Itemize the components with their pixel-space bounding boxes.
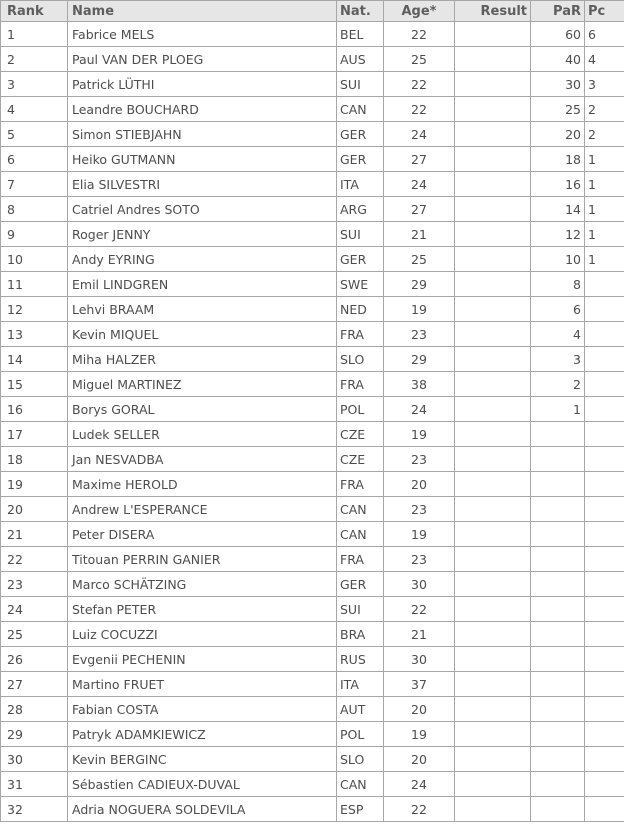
nat-cell: NED bbox=[337, 297, 384, 322]
rank-cell: 5 bbox=[1, 122, 68, 147]
pc-cell bbox=[585, 322, 624, 347]
rank-cell: 22 bbox=[1, 547, 68, 572]
table-row bbox=[1, 522, 624, 547]
par-cell: 60 bbox=[531, 22, 585, 47]
nat-cell: CZE bbox=[337, 422, 384, 447]
age-cell: 30 bbox=[384, 572, 455, 597]
table-row bbox=[1, 422, 624, 447]
header-row bbox=[1, 1, 624, 22]
age-cell: 21 bbox=[384, 622, 455, 647]
name-cell[interactable]: Marco SCHÄTZING bbox=[68, 572, 337, 597]
result-cell bbox=[455, 297, 531, 322]
par-cell: 6 bbox=[531, 297, 585, 322]
nat-cell: FRA bbox=[337, 322, 384, 347]
nat-cell: SWE bbox=[337, 272, 384, 297]
name-cell[interactable]: Heiko GUTMANN bbox=[68, 147, 337, 172]
rank-cell: 2 bbox=[1, 47, 68, 72]
pc-cell: 1 bbox=[585, 172, 624, 197]
nat-cell: ARG bbox=[337, 197, 384, 222]
par-cell: 10 bbox=[531, 247, 585, 272]
column-header-age[interactable]: Age* bbox=[384, 1, 455, 22]
age-cell: 22 bbox=[384, 97, 455, 122]
table-row bbox=[1, 447, 624, 472]
name-cell[interactable]: Evgenii PECHENIN bbox=[68, 647, 337, 672]
pc-cell: 2 bbox=[585, 122, 624, 147]
pc-cell bbox=[585, 647, 624, 672]
par-cell bbox=[531, 747, 585, 772]
nat-cell: CZE bbox=[337, 447, 384, 472]
age-cell: 22 bbox=[384, 22, 455, 47]
nat-cell: FRA bbox=[337, 472, 384, 497]
nat-cell: SUI bbox=[337, 72, 384, 97]
rank-cell: 21 bbox=[1, 522, 68, 547]
result-cell bbox=[455, 622, 531, 647]
age-cell: 23 bbox=[384, 547, 455, 572]
table-row bbox=[1, 572, 624, 597]
pc-cell bbox=[585, 797, 624, 822]
pc-cell bbox=[585, 447, 624, 472]
age-cell: 24 bbox=[384, 122, 455, 147]
pc-cell: 1 bbox=[585, 222, 624, 247]
name-cell[interactable]: Fabian COSTA bbox=[68, 697, 337, 722]
table-row bbox=[1, 647, 624, 672]
pc-cell bbox=[585, 297, 624, 322]
par-cell: 1 bbox=[531, 397, 585, 422]
pc-cell: 1 bbox=[585, 197, 624, 222]
par-cell: 3 bbox=[531, 347, 585, 372]
name-cell[interactable]: Lehvi BRAAM bbox=[68, 297, 337, 322]
nat-cell: AUS bbox=[337, 47, 384, 72]
age-cell: 37 bbox=[384, 672, 455, 697]
par-cell bbox=[531, 472, 585, 497]
par-cell bbox=[531, 497, 585, 522]
age-cell: 19 bbox=[384, 422, 455, 447]
nat-cell: CAN bbox=[337, 97, 384, 122]
table-row bbox=[1, 622, 624, 647]
nat-cell: RUS bbox=[337, 647, 384, 672]
table-row bbox=[1, 722, 624, 747]
nat-cell: FRA bbox=[337, 547, 384, 572]
par-cell: 40 bbox=[531, 47, 585, 72]
pc-cell bbox=[585, 472, 624, 497]
par-cell bbox=[531, 697, 585, 722]
table-row bbox=[1, 597, 624, 622]
rank-cell: 27 bbox=[1, 672, 68, 697]
par-cell bbox=[531, 572, 585, 597]
age-cell: 22 bbox=[384, 72, 455, 97]
pc-cell: 6 bbox=[585, 22, 624, 47]
age-cell: 29 bbox=[384, 272, 455, 297]
result-cell bbox=[455, 172, 531, 197]
name-cell[interactable]: Miha HALZER bbox=[68, 347, 337, 372]
rank-cell: 26 bbox=[1, 647, 68, 672]
rank-cell: 1 bbox=[1, 22, 68, 47]
pc-cell bbox=[585, 597, 624, 622]
nat-cell: GER bbox=[337, 572, 384, 597]
nat-cell: ITA bbox=[337, 672, 384, 697]
rank-cell: 6 bbox=[1, 147, 68, 172]
age-cell: 19 bbox=[384, 522, 455, 547]
par-cell: 8 bbox=[531, 272, 585, 297]
par-cell: 2 bbox=[531, 372, 585, 397]
table-row bbox=[1, 222, 624, 247]
rank-cell: 12 bbox=[1, 297, 68, 322]
result-cell bbox=[455, 372, 531, 397]
name-cell[interactable]: Borys GORAL bbox=[68, 397, 337, 422]
par-cell: 18 bbox=[531, 147, 585, 172]
name-cell[interactable]: Adria NOGUERA SOLDEVILA bbox=[68, 797, 337, 822]
table-row bbox=[1, 547, 624, 572]
rank-cell: 10 bbox=[1, 247, 68, 272]
table-row bbox=[1, 247, 624, 272]
nat-cell: SLO bbox=[337, 747, 384, 772]
pc-cell bbox=[585, 347, 624, 372]
rank-cell: 18 bbox=[1, 447, 68, 472]
result-cell bbox=[455, 597, 531, 622]
name-cell[interactable]: Peter DISERA bbox=[68, 522, 337, 547]
column-header-result[interactable]: Result bbox=[455, 1, 531, 22]
pc-cell bbox=[585, 272, 624, 297]
rank-cell: 3 bbox=[1, 72, 68, 97]
nat-cell: GER bbox=[337, 247, 384, 272]
rank-cell: 30 bbox=[1, 747, 68, 772]
result-cell bbox=[455, 97, 531, 122]
nat-cell: FRA bbox=[337, 372, 384, 397]
age-cell: 21 bbox=[384, 222, 455, 247]
result-cell bbox=[455, 572, 531, 597]
pc-cell: 1 bbox=[585, 147, 624, 172]
result-cell bbox=[455, 672, 531, 697]
par-cell bbox=[531, 447, 585, 472]
age-cell: 23 bbox=[384, 497, 455, 522]
par-cell bbox=[531, 522, 585, 547]
table-header bbox=[1, 1, 624, 22]
result-cell bbox=[455, 447, 531, 472]
pc-cell: 4 bbox=[585, 47, 624, 72]
result-cell bbox=[455, 797, 531, 822]
par-cell bbox=[531, 722, 585, 747]
table-row bbox=[1, 172, 624, 197]
name-cell[interactable]: Simon STIEBJAHN bbox=[68, 122, 337, 147]
nat-cell: POL bbox=[337, 722, 384, 747]
name-cell[interactable]: Luiz COCUZZI bbox=[68, 622, 337, 647]
name-cell[interactable]: Andy EYRING bbox=[68, 247, 337, 272]
result-cell bbox=[455, 47, 531, 72]
name-cell[interactable]: Patrick LÜTHI bbox=[68, 72, 337, 97]
table-row bbox=[1, 72, 624, 97]
age-cell: 27 bbox=[384, 197, 455, 222]
age-cell: 38 bbox=[384, 372, 455, 397]
pc-cell bbox=[585, 497, 624, 522]
age-cell: 23 bbox=[384, 322, 455, 347]
rank-cell: 8 bbox=[1, 197, 68, 222]
rank-cell: 17 bbox=[1, 422, 68, 447]
rank-cell: 19 bbox=[1, 472, 68, 497]
column-header-pc[interactable]: Pc bbox=[585, 1, 624, 22]
par-cell: 12 bbox=[531, 222, 585, 247]
name-cell[interactable]: Sébastien CADIEUX-DUVAL bbox=[68, 772, 337, 797]
result-cell bbox=[455, 222, 531, 247]
nat-cell: SLO bbox=[337, 347, 384, 372]
pc-cell bbox=[585, 572, 624, 597]
par-cell bbox=[531, 597, 585, 622]
rank-cell: 20 bbox=[1, 497, 68, 522]
column-header-nat[interactable]: Nat. bbox=[337, 1, 384, 22]
table-row bbox=[1, 397, 624, 422]
result-cell bbox=[455, 22, 531, 47]
result-cell bbox=[455, 322, 531, 347]
result-cell bbox=[455, 422, 531, 447]
result-cell bbox=[455, 247, 531, 272]
nat-cell: GER bbox=[337, 147, 384, 172]
par-cell: 25 bbox=[531, 97, 585, 122]
nat-cell: POL bbox=[337, 397, 384, 422]
par-cell bbox=[531, 647, 585, 672]
name-cell[interactable]: Martino FRUET bbox=[68, 672, 337, 697]
result-cell bbox=[455, 647, 531, 672]
result-cell bbox=[455, 522, 531, 547]
nat-cell: SUI bbox=[337, 597, 384, 622]
name-cell[interactable]: Fabrice MELS bbox=[68, 22, 337, 47]
age-cell: 25 bbox=[384, 247, 455, 272]
result-cell bbox=[455, 397, 531, 422]
table-row bbox=[1, 47, 624, 72]
result-cell bbox=[455, 72, 531, 97]
par-cell: 30 bbox=[531, 72, 585, 97]
age-cell: 20 bbox=[384, 472, 455, 497]
pc-cell: 1 bbox=[585, 247, 624, 272]
rank-cell: 14 bbox=[1, 347, 68, 372]
nat-cell: AUT bbox=[337, 697, 384, 722]
result-cell bbox=[455, 747, 531, 772]
table-row bbox=[1, 672, 624, 697]
age-cell: 22 bbox=[384, 597, 455, 622]
nat-cell: CAN bbox=[337, 497, 384, 522]
par-cell: 16 bbox=[531, 172, 585, 197]
pc-cell bbox=[585, 622, 624, 647]
age-cell: 20 bbox=[384, 697, 455, 722]
age-cell: 29 bbox=[384, 347, 455, 372]
table-row bbox=[1, 347, 624, 372]
nat-cell: BRA bbox=[337, 622, 384, 647]
rank-cell: 25 bbox=[1, 622, 68, 647]
rank-cell: 16 bbox=[1, 397, 68, 422]
pc-cell bbox=[585, 722, 624, 747]
age-cell: 23 bbox=[384, 447, 455, 472]
pc-cell bbox=[585, 422, 624, 447]
table-row bbox=[1, 472, 624, 497]
name-cell[interactable]: Leandre BOUCHARD bbox=[68, 97, 337, 122]
name-cell[interactable]: Ludek SELLER bbox=[68, 422, 337, 447]
result-cell bbox=[455, 147, 531, 172]
name-cell[interactable]: Kevin BERGINC bbox=[68, 747, 337, 772]
par-cell: 14 bbox=[531, 197, 585, 222]
rank-cell: 7 bbox=[1, 172, 68, 197]
nat-cell: CAN bbox=[337, 772, 384, 797]
pc-cell bbox=[585, 397, 624, 422]
rank-cell: 29 bbox=[1, 722, 68, 747]
result-cell bbox=[455, 772, 531, 797]
name-cell[interactable]: Paul VAN DER PLOEG bbox=[68, 47, 337, 72]
age-cell: 20 bbox=[384, 747, 455, 772]
rank-cell: 15 bbox=[1, 372, 68, 397]
nat-cell: BEL bbox=[337, 22, 384, 47]
table-row bbox=[1, 772, 624, 797]
par-cell bbox=[531, 622, 585, 647]
par-cell: 4 bbox=[531, 322, 585, 347]
name-cell[interactable]: Roger JENNY bbox=[68, 222, 337, 247]
table-row bbox=[1, 372, 624, 397]
rank-cell: 11 bbox=[1, 272, 68, 297]
pc-cell bbox=[585, 747, 624, 772]
result-cell bbox=[455, 722, 531, 747]
name-cell[interactable]: Titouan PERRIN GANIER bbox=[68, 547, 337, 572]
table-row bbox=[1, 272, 624, 297]
nat-cell: CAN bbox=[337, 522, 384, 547]
pc-cell bbox=[585, 372, 624, 397]
rank-cell: 4 bbox=[1, 97, 68, 122]
name-cell[interactable]: Miguel MARTINEZ bbox=[68, 372, 337, 397]
name-cell[interactable]: Elia SILVESTRI bbox=[68, 172, 337, 197]
table-row bbox=[1, 122, 624, 147]
pc-cell bbox=[585, 772, 624, 797]
par-cell: 20 bbox=[531, 122, 585, 147]
pc-cell bbox=[585, 547, 624, 572]
age-cell: 25 bbox=[384, 47, 455, 72]
age-cell: 22 bbox=[384, 797, 455, 822]
name-cell[interactable]: Maxime HEROLD bbox=[68, 472, 337, 497]
result-cell bbox=[455, 272, 531, 297]
par-cell bbox=[531, 797, 585, 822]
column-header-name[interactable]: Name bbox=[68, 1, 337, 22]
name-cell[interactable]: Patryk ADAMKIEWICZ bbox=[68, 722, 337, 747]
column-header-par[interactable]: PaR bbox=[531, 1, 585, 22]
rank-cell: 24 bbox=[1, 597, 68, 622]
table-row bbox=[1, 322, 624, 347]
age-cell: 24 bbox=[384, 772, 455, 797]
age-cell: 30 bbox=[384, 647, 455, 672]
result-cell bbox=[455, 347, 531, 372]
par-cell bbox=[531, 772, 585, 797]
result-cell bbox=[455, 697, 531, 722]
table-row bbox=[1, 747, 624, 772]
nat-cell: ESP bbox=[337, 797, 384, 822]
result-cell bbox=[455, 497, 531, 522]
pc-cell: 2 bbox=[585, 97, 624, 122]
pc-cell: 3 bbox=[585, 72, 624, 97]
name-cell[interactable]: Andrew L'ESPERANCE bbox=[68, 497, 337, 522]
rank-cell: 32 bbox=[1, 797, 68, 822]
column-header-rank[interactable]: Rank bbox=[1, 1, 68, 22]
result-cell bbox=[455, 197, 531, 222]
par-cell bbox=[531, 422, 585, 447]
age-cell: 19 bbox=[384, 722, 455, 747]
result-cell bbox=[455, 122, 531, 147]
pc-cell bbox=[585, 697, 624, 722]
name-cell[interactable]: Catriel Andres SOTO bbox=[68, 197, 337, 222]
rank-cell: 28 bbox=[1, 697, 68, 722]
rank-cell: 31 bbox=[1, 772, 68, 797]
name-cell[interactable]: Jan NESVADBA bbox=[68, 447, 337, 472]
age-cell: 24 bbox=[384, 172, 455, 197]
table-row bbox=[1, 197, 624, 222]
name-cell[interactable]: Emil LINDGREN bbox=[68, 272, 337, 297]
age-cell: 24 bbox=[384, 397, 455, 422]
pc-cell bbox=[585, 522, 624, 547]
result-cell bbox=[455, 547, 531, 572]
age-cell: 27 bbox=[384, 147, 455, 172]
table-row bbox=[1, 297, 624, 322]
nat-cell: GER bbox=[337, 122, 384, 147]
par-cell bbox=[531, 672, 585, 697]
name-cell[interactable]: Kevin MIQUEL bbox=[68, 322, 337, 347]
pc-cell bbox=[585, 672, 624, 697]
par-cell bbox=[531, 547, 585, 572]
table-body bbox=[1, 22, 624, 822]
table-row bbox=[1, 797, 624, 822]
nat-cell: ITA bbox=[337, 172, 384, 197]
rank-cell: 9 bbox=[1, 222, 68, 247]
result-cell bbox=[455, 472, 531, 497]
table-row bbox=[1, 697, 624, 722]
name-cell[interactable]: Stefan PETER bbox=[68, 597, 337, 622]
age-cell: 19 bbox=[384, 297, 455, 322]
table-row bbox=[1, 147, 624, 172]
table-row bbox=[1, 97, 624, 122]
rank-cell: 23 bbox=[1, 572, 68, 597]
table-row bbox=[1, 22, 624, 47]
table-row bbox=[1, 497, 624, 522]
rank-cell: 13 bbox=[1, 322, 68, 347]
nat-cell: SUI bbox=[337, 222, 384, 247]
